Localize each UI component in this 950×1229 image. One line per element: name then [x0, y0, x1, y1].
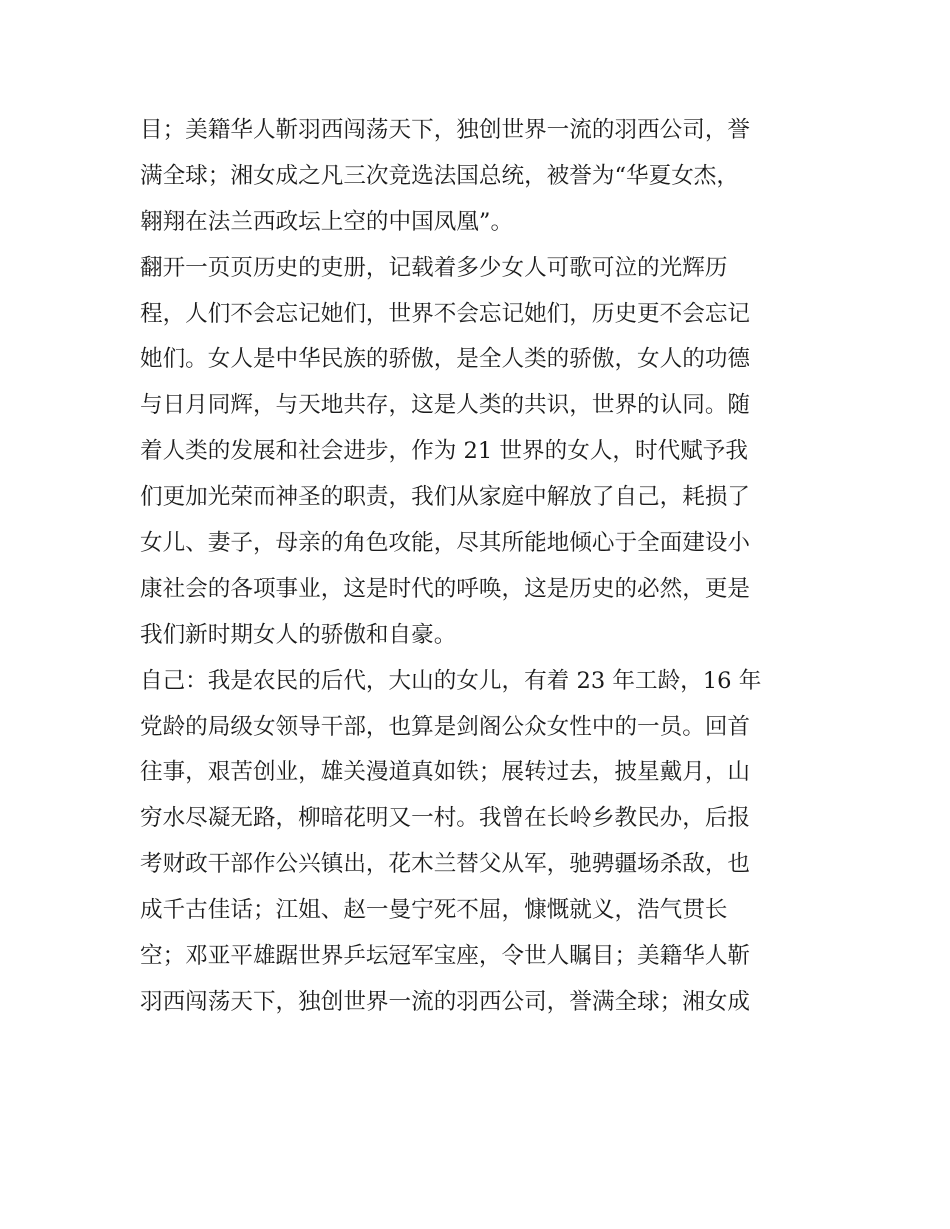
- text-line: 满全球；湘女成之凡三次竞选法国总统，被誉为“华夏女杰，: [140, 162, 739, 189]
- text-line: 党龄的局级女领导干部，也算是剑阁公众女性中的一员。回首: [140, 713, 751, 740]
- text-line: 羽西闯荡天下，独创世界一流的羽西公司，誉满全球；湘女成: [140, 988, 751, 1015]
- document-body: [140, 108, 820, 1026]
- text-line: 考财政干部作公兴镇出，花木兰替父从军，驰骋疆场杀敌，也: [140, 851, 751, 878]
- text-line: 自己：我是农民的后代，大山的女儿，有着 23 年工龄，16 年: [140, 667, 762, 694]
- text-line: 空；邓亚平雄踞世界乒坛冠军宝座，令世人瞩目；美籍华人靳: [140, 943, 751, 970]
- text-line: 与日月同辉，与天地共存，这是人类的共识，世界的认同。随: [140, 392, 751, 419]
- text-line: 女儿、妻子，母亲的角色攻能，尽其所能地倾心于全面建设小: [140, 530, 751, 557]
- text-line: 我们新时期女人的骄傲和自豪。: [140, 621, 457, 648]
- text-line: 程，人们不会忘记她们，世界不会忘记她们，历史更不会忘记: [140, 300, 751, 327]
- text-line: 目；美籍华人靳羽西闯荡天下，独创世界一流的羽西公司，誉: [140, 117, 751, 143]
- text-line: 着人类的发展和社会进步，作为 21 世界的女人，时代赋予我: [140, 438, 748, 465]
- text-line: 翻开一页页历史的吏册，记载着多少女人可歌可泣的光辉历: [140, 254, 728, 281]
- text-line: 她们。女人是中华民族的骄傲，是全人类的骄傲，女人的功德: [140, 346, 751, 373]
- text-line: 康社会的各项事业，这是时代的呼唤，这是历史的必然，更是: [140, 575, 751, 602]
- text-line: 翱翔在法兰西政坛上空的中国凤凰”。: [140, 208, 514, 235]
- text-line: 们更加光荣而神圣的职责，我们从家庭中解放了自己，耗损了: [140, 484, 751, 511]
- text-line: 穷水尽凝无路，柳暗花明又一村。我曾在长岭乡教民办，后报: [140, 805, 751, 832]
- text-line: 往事，艰苦创业，雄关漫道真如铁；展转过去，披星戴月，山: [140, 759, 751, 786]
- text-line: 成千古佳话；江姐、赵一曼宁死不屈，慷慨就义，浩气贯长: [140, 897, 728, 924]
